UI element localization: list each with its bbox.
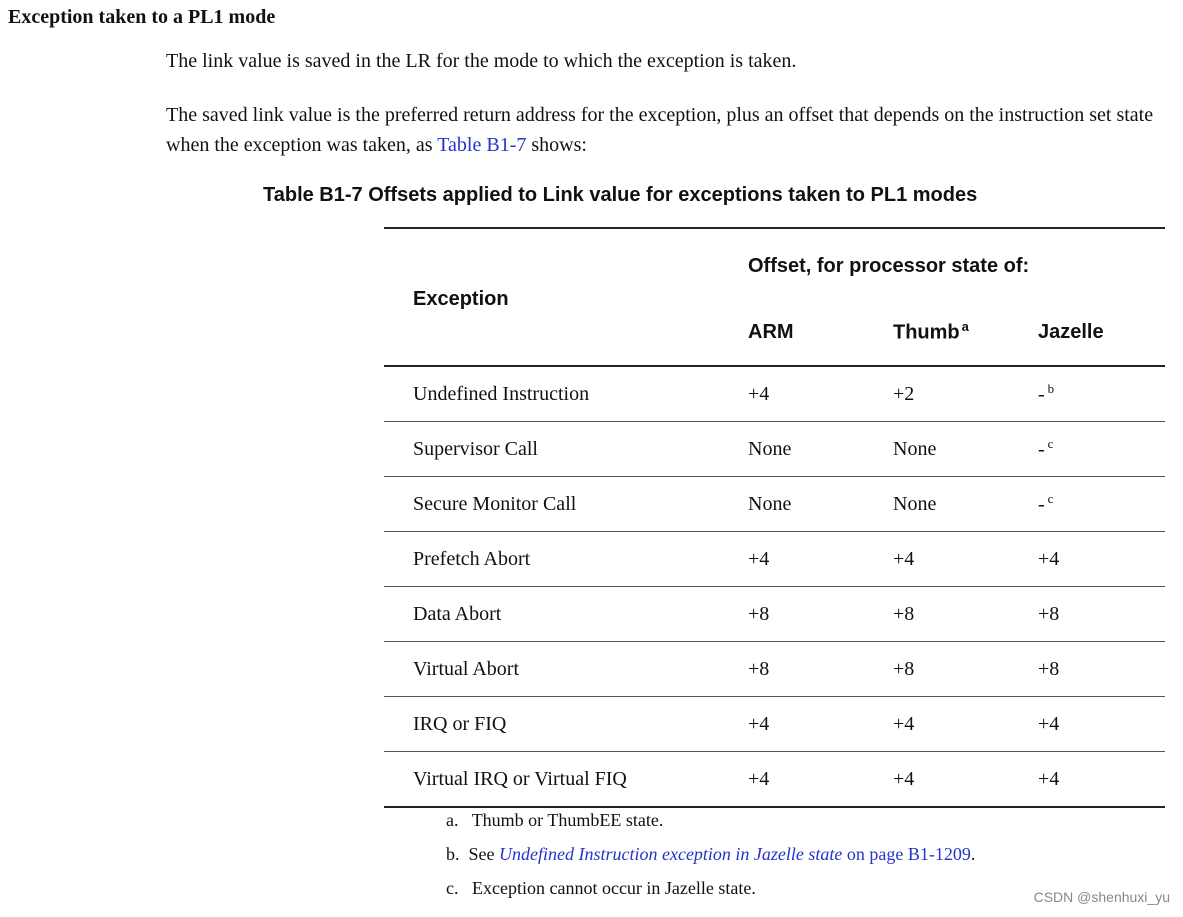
cell-jazelle (1038, 532, 1165, 587)
table-row (384, 697, 1165, 752)
footnotes (446, 806, 975, 908)
cell-jazelle-value: - (1038, 493, 1045, 516)
cell-thumb-value: None (893, 437, 937, 460)
cell-thumb-value: +2 (893, 382, 915, 405)
cell-jazelle-value: +8 (1038, 657, 1060, 680)
cell-exception-value: Prefetch Abort (413, 547, 531, 570)
footnote-a (446, 806, 975, 840)
cell-exception-value: Supervisor Call (413, 437, 538, 460)
cell-jazelle-value: - (1038, 438, 1045, 461)
cell-exception-value: Virtual Abort (413, 657, 520, 680)
cell-thumb-value: +8 (893, 602, 915, 625)
cell-jazelle (1038, 752, 1165, 808)
footnote-marker: a. (446, 810, 459, 830)
offsets-table (384, 227, 1165, 808)
cell-exception-value: Data Abort (413, 602, 502, 625)
column-group-header: Offset, for processor state of: (748, 254, 1030, 277)
cell-jazelle (1038, 587, 1165, 642)
footnote-section-link[interactable]: Undefined Instruction exception in Jazelle state (499, 844, 843, 864)
cell-jazelle (1038, 366, 1165, 422)
cell-jazelle-value: +4 (1038, 767, 1060, 790)
cell-thumb (893, 477, 1038, 532)
cell-thumb-value: +4 (893, 547, 915, 570)
cell-jazelle (1038, 697, 1165, 752)
cell-thumb (893, 366, 1038, 422)
cell-arm (748, 587, 893, 642)
table-caption: Table B1-7 Offsets applied to Link value for exceptions taken to PL1 modes (263, 184, 978, 206)
column-header-arm: ARM (748, 320, 794, 343)
cell-exception-value: Undefined Instruction (413, 382, 590, 405)
table-row (384, 422, 1165, 477)
footnote-marker: b. (446, 844, 460, 864)
cell-arm-value: +4 (748, 382, 770, 405)
footnote-marker: c. (446, 878, 459, 898)
cell-thumb (893, 422, 1038, 477)
column-header-thumb-label: Thumb (893, 321, 960, 344)
cell-exception-value: IRQ or FIQ (413, 712, 507, 735)
cell-arm (748, 422, 893, 477)
footnote-text: See (468, 844, 499, 864)
cell-jazelle (1038, 477, 1165, 532)
cell-thumb (893, 697, 1038, 752)
cell-arm-value: +4 (748, 547, 770, 570)
cell-thumb (893, 642, 1038, 697)
table-reference-link[interactable]: Table B1-7 (437, 134, 527, 156)
footnote-c (446, 874, 975, 908)
cell-arm-value: None (748, 437, 792, 460)
table-row (384, 642, 1165, 697)
footnote-marker-b: b (1047, 381, 1055, 397)
table-row (384, 532, 1165, 587)
cell-exception (384, 422, 748, 477)
section-heading: Exception taken to a PL1 mode (8, 6, 276, 28)
cell-arm (748, 532, 893, 587)
cell-arm (748, 697, 893, 752)
cell-thumb (893, 752, 1038, 808)
footnote-marker-a: a (961, 319, 969, 335)
table-row (384, 587, 1165, 642)
footnote-marker-c: c (1047, 491, 1054, 507)
watermark: CSDN @shenhuxi_yu (1033, 889, 1170, 905)
footnote-text-end: . (970, 844, 976, 864)
cell-exception (384, 587, 748, 642)
cell-arm (748, 366, 893, 422)
cell-exception (384, 642, 748, 697)
cell-jazelle-value: +4 (1038, 712, 1060, 735)
footnote-page-link[interactable]: on page B1-1209 (842, 844, 971, 864)
cell-jazelle (1038, 422, 1165, 477)
cell-exception (384, 366, 748, 422)
cell-jazelle-value: +4 (1038, 547, 1060, 570)
cell-arm-value: +8 (748, 602, 770, 625)
cell-exception (384, 477, 748, 532)
column-header-thumb (893, 299, 1038, 366)
cell-arm (748, 477, 893, 532)
paragraph-text-before-link: The saved link value is the preferred return address for the exception, plus an offset that depends on the instruction set state when the exception was taken, as (166, 104, 1154, 156)
cell-arm-value: +8 (748, 657, 770, 680)
cell-arm-value: +4 (748, 712, 770, 735)
cell-thumb (893, 587, 1038, 642)
cell-jazelle-value: - (1038, 383, 1045, 406)
paragraph-text-after-link: shows: (526, 134, 587, 156)
paragraph-saved-link-value (166, 100, 1176, 160)
cell-jazelle (1038, 642, 1165, 697)
cell-thumb-value: +4 (893, 767, 915, 790)
cell-arm-value: None (748, 492, 792, 515)
cell-thumb-value: +4 (893, 712, 915, 735)
cell-exception-value: Secure Monitor Call (413, 492, 577, 515)
cell-thumb (893, 532, 1038, 587)
footnote-marker-c: c (1047, 436, 1054, 452)
footnote-text: Exception cannot occur in Jazelle state. (472, 878, 756, 898)
cell-exception-value: Virtual IRQ or Virtual FIQ (413, 767, 627, 790)
footnote-text: Thumb or ThumbEE state. (471, 810, 664, 830)
cell-exception (384, 532, 748, 587)
footnote-b (446, 840, 975, 874)
table-row (384, 366, 1165, 422)
column-header-jazelle: Jazelle (1038, 320, 1104, 343)
cell-arm-value: +4 (748, 767, 770, 790)
table-body (384, 366, 1165, 807)
table-row (384, 477, 1165, 532)
cell-thumb-value: +8 (893, 657, 915, 680)
cell-thumb-value: None (893, 492, 937, 515)
cell-exception (384, 752, 748, 808)
cell-arm (748, 642, 893, 697)
paragraph-link-value: The link value is saved in the LR for the mode to which the exception is taken. (166, 50, 797, 72)
cell-arm (748, 752, 893, 808)
cell-exception (384, 697, 748, 752)
column-header-exception: Exception (413, 287, 509, 310)
cell-jazelle-value: +8 (1038, 602, 1060, 625)
table-row (384, 752, 1165, 808)
